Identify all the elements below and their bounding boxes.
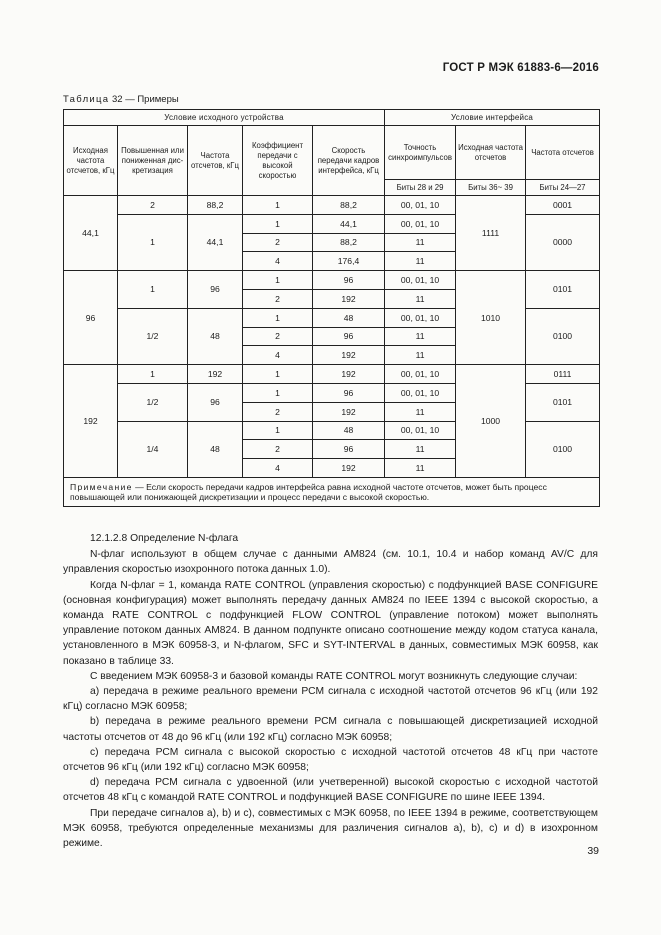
cell-clock-accuracy: 11 <box>385 252 456 271</box>
cell-sample-rate: 192 <box>188 365 243 384</box>
cell-clock-accuracy: 11 <box>385 459 456 478</box>
cell-speed-factor: 2 <box>243 327 313 346</box>
list-item-c: c) передача РСМ сигнала с высокой скоростью с исходной частотой отсчетов 48 кГц при частоте отсчетов 96 кГц (или 192 кГц) согласно МЭК 60958; <box>63 746 598 774</box>
cell-clock-accuracy: 00, 01, 10 <box>385 271 456 290</box>
cell-clock-accuracy: 00, 01, 10 <box>385 365 456 384</box>
cell-clock-accuracy: 00, 01, 10 <box>385 214 456 233</box>
cell-frame-rate: 192 <box>313 459 385 478</box>
cell-speed-factor: 4 <box>243 346 313 365</box>
cell-speed-factor: 2 <box>243 289 313 308</box>
cell-clock-accuracy: 00, 01, 10 <box>385 383 456 402</box>
cell-rate: 0001 <box>526 196 600 215</box>
cell-frame-rate: 96 <box>313 383 385 402</box>
table-row <box>64 365 600 384</box>
cell-clock-accuracy: 00, 01, 10 <box>385 421 456 440</box>
examples-table <box>63 109 600 507</box>
cell-rate: 0000 <box>526 214 600 270</box>
cell-resampling: 1/2 <box>118 383 188 421</box>
bits-clock-accuracy: Биты 28 и 29 <box>385 180 456 196</box>
col-header-sample-rate: Частота отсчетов, кГц <box>188 126 243 196</box>
col-header-clock-accuracy: Точность синхроимпульсов <box>385 126 456 180</box>
cell-frame-rate: 192 <box>313 365 385 384</box>
cell-sample-rate: 96 <box>188 271 243 309</box>
table-title <box>63 94 179 105</box>
cell-resampling: 1 <box>118 214 188 270</box>
cell-frame-rate: 48 <box>313 421 385 440</box>
cell-resampling: 1/2 <box>118 308 188 364</box>
col-header-frame-rate: Скорость передачи кадров интерфейса, кГц <box>313 126 385 196</box>
cell-rate: 0101 <box>526 271 600 309</box>
cell-rate: 0101 <box>526 383 600 421</box>
cell-speed-factor: 1 <box>243 365 313 384</box>
col-header-source-rate: Исходная частота отсчетов, кГц <box>64 126 118 196</box>
paragraph: Когда N-флаг = 1, команда RATE CONTROL (управления скоростью) с подфункцией BASE CONFIGURE (основная конфигурация) может выполнять передачу данных АМ824 по IEEE 1394 с высокой скоростью, а команда RATE CONTROL с подфункцией FLOW CONTROL (управление потоком) может выполнять управление потоком данных АМ824. В данном подпункте описано соотношение между кодом статуса канала, установленного в МЭК 60958-3, и N-флагом, SFC и SYT-INTERVAL в данных, совместимых МЭК 60958, как показано в таблице 33. <box>63 579 598 667</box>
bits-original-rate: Биты 36~ 39 <box>456 180 526 196</box>
paragraph: С введением МЭК 60958-3 и базовой команды RATE CONTROL могут возникнуть следующие случаи: <box>90 670 578 682</box>
list-item-a: а) передача в режиме реального времени РСМ сигнала с исходной частотой отсчетов 96 кГц (или 192 кГц) согласно МЭК 60958; <box>63 686 598 713</box>
cell-frame-rate: 176,4 <box>313 252 385 271</box>
cell-clock-accuracy: 11 <box>385 402 456 421</box>
table-note <box>64 477 600 506</box>
cell-frame-rate: 96 <box>313 440 385 459</box>
cell-speed-factor: 2 <box>243 402 313 421</box>
list-item-b: b) передача в режиме реального времени РСМ сигнала с повышающей дискретизацией исходной частоты отсчетов от 48 до 96 кГц (или 192 кГц) согласно МЭК 60958; <box>63 716 598 743</box>
cell-speed-factor: 2 <box>243 440 313 459</box>
note-text: — Если скорость передачи кадров интерфейса равна исходной частоте отсчетов, может быть процесс повышающей или понижающей дискретизации и процесс передачи с высокой скоростью. <box>70 481 547 502</box>
cell-sample-rate: 44,1 <box>188 214 243 270</box>
cell-speed-factor: 1 <box>243 214 313 233</box>
cell-rate: 0100 <box>526 421 600 477</box>
table-row <box>64 271 600 290</box>
cell-frame-rate: 88,2 <box>313 233 385 252</box>
cell-clock-accuracy: 11 <box>385 346 456 365</box>
cell-rate: 0111 <box>526 365 600 384</box>
cell-sample-rate: 96 <box>188 383 243 421</box>
table-title-text: 32 — Примеры <box>109 94 179 105</box>
cell-frame-rate: 48 <box>313 308 385 327</box>
cell-original-rate: 1010 <box>456 271 526 365</box>
list-item-d: d) передача РСМ сигнала с удвоенной (или учетверенной) высокой скоростью с исходной частотой отсчетов 48 кГц с командой RATE CONTROL и подфункцией BASE CONFIGURE по шине IEEE 1394. <box>63 777 598 804</box>
section-heading: 12.1.2.8 Определение N-флага <box>90 533 239 544</box>
cell-clock-accuracy: 11 <box>385 233 456 252</box>
cell-speed-factor: 2 <box>243 233 313 252</box>
cell-resampling: 1 <box>118 365 188 384</box>
cell-frame-rate: 96 <box>313 327 385 346</box>
cell-clock-accuracy: 00, 01, 10 <box>385 196 456 215</box>
cell-original-rate: 1000 <box>456 365 526 478</box>
cell-speed-factor: 4 <box>243 252 313 271</box>
cell-source-rate: 96 <box>64 271 118 365</box>
cell-speed-factor: 1 <box>243 308 313 327</box>
cell-clock-accuracy: 11 <box>385 289 456 308</box>
cell-frame-rate: 192 <box>313 289 385 308</box>
group-header-interface: Условие интерфейса <box>385 110 600 126</box>
paragraph: N-флаг используют в общем случае с данными АМ824 (см. 10.1, 10.4 и набор команд AV/C для управления скоростью изохронного потока данных 1.0). <box>63 549 598 576</box>
cell-frame-rate: 44,1 <box>313 214 385 233</box>
cell-speed-factor: 1 <box>243 271 313 290</box>
document-code: ГОСТ Р МЭК 61883-6—2016 <box>442 62 599 74</box>
cell-source-rate: 192 <box>64 365 118 478</box>
note-label: Примечание <box>70 481 133 492</box>
cell-speed-factor: 4 <box>243 459 313 478</box>
cell-frame-rate: 96 <box>313 271 385 290</box>
cell-rate: 0100 <box>526 308 600 364</box>
col-header-original-rate: Исходная частота отсчетов <box>456 126 526 180</box>
cell-sample-rate: 88,2 <box>188 196 243 215</box>
cell-sample-rate: 48 <box>188 308 243 364</box>
body-text <box>63 531 598 851</box>
col-header-resampling: Повышенная или пониженная дискретизация <box>118 126 188 196</box>
cell-clock-accuracy: 11 <box>385 440 456 459</box>
cell-clock-accuracy: 00, 01, 10 <box>385 308 456 327</box>
cell-resampling: 1 <box>118 271 188 309</box>
cell-resampling: 1/4 <box>118 421 188 477</box>
cell-clock-accuracy: 11 <box>385 327 456 346</box>
col-header-speed-factor: Коэффициент передачи с высокой скоростью <box>243 126 313 196</box>
bits-rate: Биты 24—27 <box>526 180 600 196</box>
cell-frame-rate: 192 <box>313 402 385 421</box>
table-row <box>64 196 600 215</box>
cell-frame-rate: 88,2 <box>313 196 385 215</box>
cell-speed-factor: 1 <box>243 383 313 402</box>
cell-original-rate: 1111 <box>456 196 526 271</box>
cell-resampling: 2 <box>118 196 188 215</box>
page-number: 39 <box>587 845 599 857</box>
group-header-source: Условие исходного устройства <box>64 110 385 126</box>
cell-speed-factor: 1 <box>243 196 313 215</box>
cell-speed-factor: 1 <box>243 421 313 440</box>
col-header-rate: Частота отсчетов <box>526 126 600 180</box>
table-title-label: Таблица <box>63 94 110 105</box>
cell-frame-rate: 192 <box>313 346 385 365</box>
cell-sample-rate: 48 <box>188 421 243 477</box>
paragraph: При передаче сигналов а), b) и с), совместимых с МЭК 60958, по IEEE 1394 в режиме, соответствующем МЭК 60958, требуются определенные механизмы для различения сигналов а), b), с) и d) в изохронном режиме. <box>63 807 598 850</box>
cell-source-rate: 44,1 <box>64 196 118 271</box>
